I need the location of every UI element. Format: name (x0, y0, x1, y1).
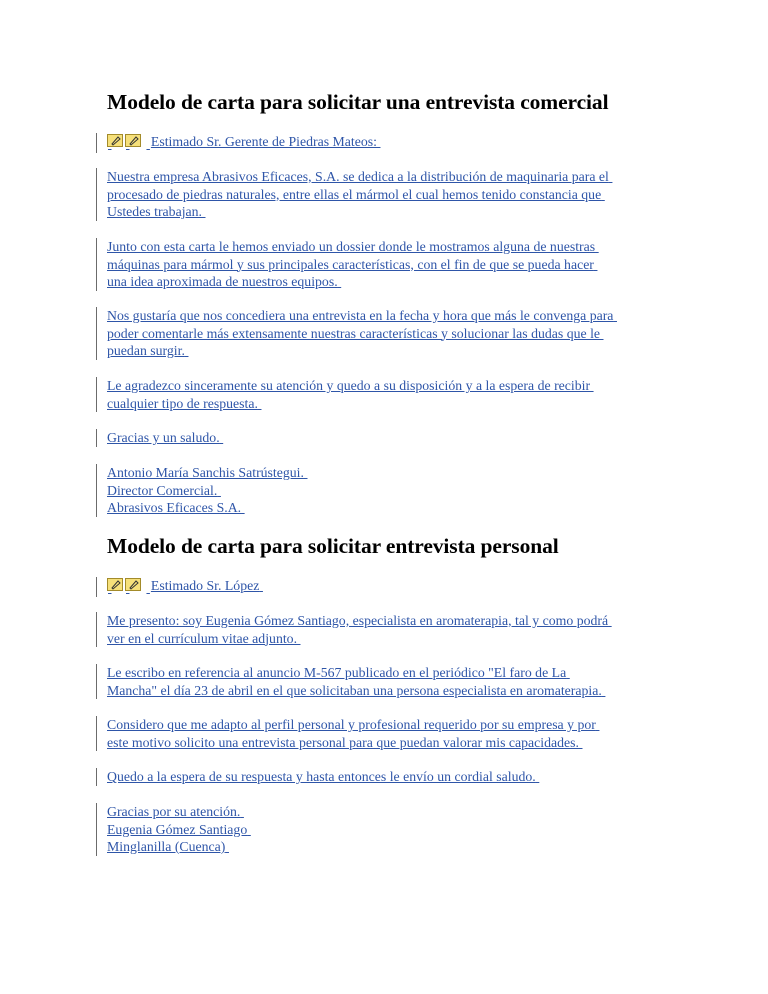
section1-paragraph-2[interactable] (107, 238, 677, 291)
section2-title: Modelo de carta para solicitar entrevista personal (107, 534, 559, 558)
text-line: Antonio María Sanchis Satrústegui. (107, 465, 304, 480)
greeting-text: Estimado Sr. López (150, 578, 260, 593)
section2-paragraph-1[interactable] (107, 612, 677, 647)
change-bar (96, 429, 97, 447)
text-line: ver en el currículum vitae adjunto. (107, 630, 298, 646)
section2-signature[interactable] (107, 803, 677, 856)
change-bar (96, 377, 97, 412)
text-line: Eugenia Gómez Santiago (107, 821, 248, 837)
text-line: poder comentarle más extensamente nuestras características y solucionar las dudas que le (107, 325, 601, 341)
pencil-note-icon (125, 134, 141, 147)
pencil-note-icon (107, 134, 123, 147)
text-line: Ustedes trabajan. (107, 204, 203, 219)
text-line: Junto con esta carta le hemos enviado un dossier donde le mostramos alguna de nuestras (107, 239, 596, 254)
text-line: máquinas para mármol y sus principales características, con el fin de que se pueda hacer (107, 256, 594, 272)
text-line: este motivo solicito una entrevista personal para que puedan valorar mis capacidades. (107, 734, 579, 750)
change-bar (96, 133, 97, 153)
text-line: Le escribo en referencia al anuncio M-567 publicado en el periódico "El faro de La (107, 665, 567, 680)
text-line: Nos gustaría que nos concediera una entrevista en la fecha y hora que más le convenga para (107, 308, 614, 323)
change-bar (96, 464, 97, 517)
section1-paragraph-4[interactable] (107, 377, 677, 412)
section1-paragraph-5[interactable] (107, 429, 677, 447)
text-line: Mancha" el día 23 de abril en el que solicitaban una persona especialista en aromaterapia. (107, 682, 602, 698)
change-bar (96, 664, 97, 699)
text-line: Gracias por su atención. (107, 804, 241, 819)
section2-paragraph-2[interactable] (107, 664, 677, 699)
change-bar (96, 803, 97, 856)
text-line: Minglanilla (Cuenca) (107, 839, 226, 854)
section2-paragraph-4[interactable] (107, 768, 677, 786)
text-line: puedan surgir. (107, 343, 185, 358)
section1-title: Modelo de carta para solicitar una entrevista comercial (107, 90, 609, 114)
section1-paragraph-1[interactable] (107, 168, 677, 221)
annotation-icons (107, 134, 150, 153)
pencil-note-icon (125, 578, 141, 591)
text-line: Considero que me adapto al perfil personal y profesional requerido por su empresa y por (107, 717, 596, 732)
section2-paragraph-3[interactable] (107, 716, 677, 751)
text-line: Director Comercial. (107, 482, 218, 498)
text-line: Me presento: soy Eugenia Gómez Santiago, especialista en aromaterapia, tal y como podrá (107, 613, 609, 628)
annotation-icons (107, 578, 150, 597)
greeting-text: Estimado Sr. Gerente de Piedras Mateos: (150, 134, 377, 149)
change-bar (96, 768, 97, 786)
section1-paragraph-3[interactable] (107, 307, 677, 360)
change-bar (96, 716, 97, 751)
change-bar (96, 307, 97, 360)
section1-signature[interactable] (107, 464, 677, 517)
change-bar (96, 168, 97, 221)
pencil-note-icon (107, 578, 123, 591)
text-line: Quedo a la espera de su respuesta y hasta entonces le envío un cordial saludo. (107, 769, 536, 784)
section1-greeting[interactable] (107, 133, 677, 153)
change-bar (96, 612, 97, 647)
text-line: cualquier tipo de respuesta. (107, 395, 258, 411)
text-line: Nuestra empresa Abrasivos Eficaces, S.A. se dedica a la distribución de maquinaria para el (107, 169, 609, 184)
section2-greeting[interactable] (107, 577, 677, 597)
text-line: Abrasivos Eficaces S.A. (107, 500, 242, 515)
text-line: Gracias y un saludo. (107, 430, 220, 445)
text-line: procesado de piedras naturales, entre ellas el mármol el cual hemos tenido constancia que (107, 186, 602, 202)
text-line: una idea aproximada de nuestros equipos. (107, 274, 338, 289)
change-bar (96, 238, 97, 291)
text-line: Le agradezco sinceramente su atención y quedo a su disposición y a la espera de recibir (107, 378, 591, 393)
change-bar (96, 577, 97, 597)
